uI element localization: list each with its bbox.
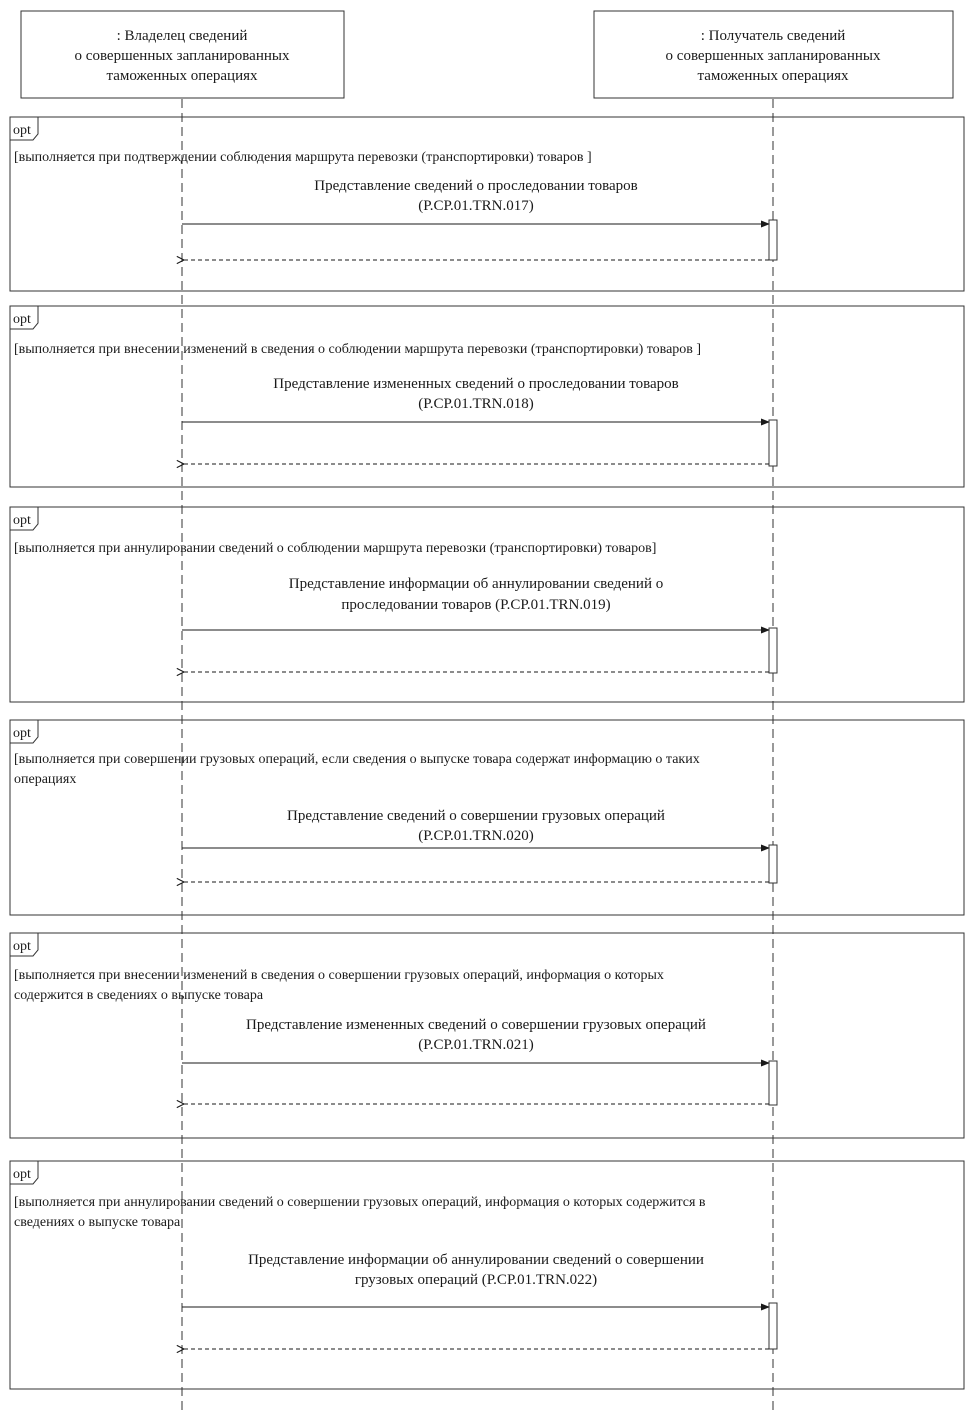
opt-fragment-6-operator: opt [13, 1167, 31, 1182]
opt-fragment-2 [10, 306, 964, 487]
opt-fragment-3-operator: opt [13, 513, 31, 528]
opt-fragment-2-guard: [выполняется при внесении изменений в сведения о соблюдении маршрута перевозки (транспортировки) товаров ] [14, 342, 702, 357]
opt-fragment-1 [10, 117, 964, 291]
participant-owner [21, 11, 344, 98]
opt-fragment-3-guard: [выполняется при аннулировании сведений о соблюдении маршрута перевозки (транспортировки) товаров] [14, 541, 657, 556]
activation-bar-6 [769, 1303, 777, 1349]
message-6-label-line-1: Представление информации об аннулировании сведений о совершении [248, 1252, 704, 1268]
opt-fragment-4 [10, 720, 964, 915]
activation-bar-2 [769, 420, 777, 466]
participant-receiver [594, 11, 953, 98]
opt-fragment-1-operator: opt [13, 123, 31, 138]
activation-bar-4 [769, 845, 777, 883]
message-1-label-line-2: (Р.СР.01.TRN.017) [418, 198, 534, 214]
activation-bar-1 [769, 220, 777, 260]
message-3-label-line-2: проследовании товаров (Р.СР.01.TRN.019) [341, 597, 611, 613]
opt-fragment-5 [10, 933, 964, 1138]
message-4-label-line-1: Представление сведений о совершении грузовых операций [287, 808, 665, 824]
activation-bar-5 [769, 1061, 777, 1105]
participant-owner-line-3: таможенных операциях [106, 68, 258, 84]
participant-owner-line-2: о совершенных запланированных [74, 48, 290, 64]
opt-fragment-6-guard-line-1: [выполняется при аннулировании сведений о совершении грузовых операций, информация о которых содержится в [14, 1195, 706, 1210]
opt-fragment-4-guard-line-1: [выполняется при совершении грузовых операций, если сведения о выпуске товара содержат информацию о таких [14, 752, 700, 767]
message-5-label-line-1: Представление измененных сведений о совершении грузовых операций [246, 1017, 706, 1033]
participant-receiver-line-2: о совершенных запланированных [665, 48, 881, 64]
opt-fragment-6-guard-line-2: сведениях о выпуске товара [14, 1215, 181, 1230]
participant-receiver-line-1: : Получатель сведений [700, 28, 846, 44]
message-5-label-line-2: (Р.СР.01.TRN.021) [418, 1037, 534, 1053]
opt-fragment-4-operator: opt [13, 726, 31, 741]
opt-fragment-5-operator: opt [13, 939, 31, 954]
opt-fragment-1-guard: [выполняется при подтверждении соблюдения маршрута перевозки (транспортировки) товаров ] [14, 150, 592, 165]
message-2-label-line-2: (Р.СР.01.TRN.018) [418, 396, 534, 412]
opt-fragment-5-guard-line-2: содержится в сведениях о выпуске товара [14, 988, 264, 1003]
message-4-label-line-2: (Р.СР.01.TRN.020) [418, 828, 534, 844]
activation-bar-3 [769, 628, 777, 673]
message-2-label-line-1: Представление измененных сведений о проследовании товаров [273, 376, 679, 392]
message-3-label-line-1: Представление информации об аннулировании сведений о [288, 576, 664, 592]
participant-owner-line-1: : Владелец сведений [116, 28, 248, 44]
opt-fragment-6 [10, 1161, 964, 1389]
opt-fragment-5-guard-line-1: [выполняется при внесении изменений в сведения о совершении грузовых операций, информация о которых [14, 968, 664, 983]
participant-receiver-line-3: таможенных операциях [697, 68, 849, 84]
message-1-label-line-1: Представление сведений о проследовании товаров [314, 178, 638, 194]
opt-fragment-3 [10, 507, 964, 702]
opt-fragment-2-operator: opt [13, 312, 31, 327]
message-6-label-line-2: грузовых операций (Р.СР.01.TRN.022) [354, 1272, 598, 1288]
opt-fragment-4-guard-line-2: операциях [14, 772, 77, 787]
